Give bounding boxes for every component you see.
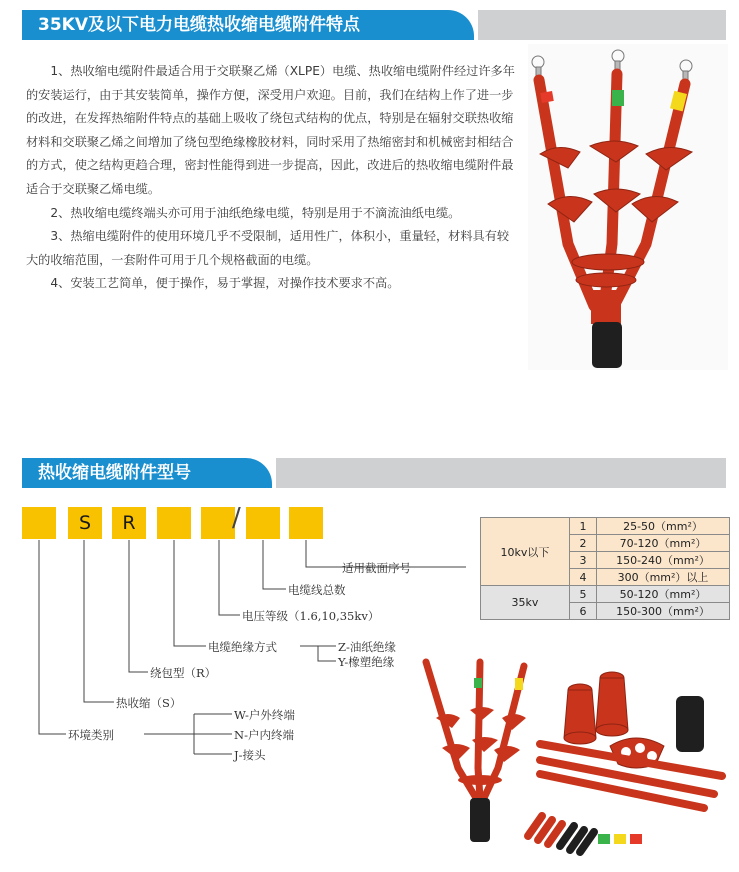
table-cell-range: 150-300（mm²） bbox=[597, 603, 730, 620]
table-group-label: 10kv以下 bbox=[481, 518, 570, 586]
table-cell-no: 6 bbox=[570, 603, 597, 620]
table-cell-no: 5 bbox=[570, 586, 597, 603]
table-cell-range: 25-50（mm²） bbox=[597, 518, 730, 535]
label-core-count: 电缆线总数 bbox=[288, 583, 346, 597]
label-heat-shrink: 热收缩（S） bbox=[116, 696, 182, 710]
label-insulation-y: Y-橡塑绝缘 bbox=[338, 655, 395, 669]
label-environment: 环境类别 bbox=[68, 728, 114, 742]
table-cell-no: 2 bbox=[570, 535, 597, 552]
label-env-j: J-接头 bbox=[234, 748, 266, 762]
section-title-features: 35KV及以下电力电缆热收缩电缆附件特点 bbox=[22, 10, 474, 40]
code-slash: / bbox=[232, 503, 241, 533]
table-row bbox=[481, 586, 730, 603]
feature-paragraph-1: 1、热收缩电缆附件最适合用于交联聚乙烯（XLPE）电缆、热收缩电缆附件经过许多年的安装运行，由于其安装简单，操作方便，深受用户欢迎。目前，我们在结构上作了进一步的改进，在发挥热缩附件特点的基础上吸收了绕包式结构的优点，特别是在辐射交联热收缩材料和交联聚乙烯之间增加了绕包型绝缘橡胶材料，同时采用了热缩密封和机械密封相结合的方式，使之结构更趋合理，密封性能得到进一步提高，因此，改进后的热收缩电缆附件最适合于交联聚乙烯电缆。 bbox=[26, 64, 515, 196]
feature-paragraph-4: 4、安装工艺简单，便于操作，易于掌握，对操作技术要求不高。 bbox=[50, 276, 400, 291]
table-group-label: 35kv bbox=[481, 586, 570, 620]
section-title-models: 热收缩电缆附件型号 bbox=[22, 458, 272, 488]
table-row bbox=[481, 518, 730, 535]
table-cell-no: 4 bbox=[570, 569, 597, 586]
code-box-wrap: R bbox=[112, 507, 146, 539]
cross-section-table bbox=[480, 517, 730, 620]
table-cell-range: 300（mm²）以上 bbox=[597, 569, 730, 586]
label-env-n: N-户内终端 bbox=[234, 728, 294, 742]
table-cell-range: 150-240（mm²） bbox=[597, 552, 730, 569]
code-box-heat-shrink: S bbox=[68, 507, 102, 539]
product-photo-kit bbox=[414, 648, 734, 864]
table-cell-no: 3 bbox=[570, 552, 597, 569]
feature-paragraph-3: 3、热缩电缆附件的使用环境几乎不受限制，适用性广，体积小，重量轻，材料具有较大的收缩范围，一套附件可用于几个规格截面的电缆。 bbox=[26, 229, 510, 267]
label-insulation: 电缆绝缘方式 bbox=[208, 640, 277, 654]
label-insulation-z: Z-油纸绝缘 bbox=[338, 640, 396, 654]
table-cell-range: 70-120（mm²） bbox=[597, 535, 730, 552]
label-section-no: 适用截面序号 bbox=[342, 561, 411, 575]
label-env-w: W-户外终端 bbox=[234, 708, 295, 722]
label-wrap: 绕包型（R） bbox=[150, 666, 217, 680]
table-cell-range: 50-120（mm²） bbox=[597, 586, 730, 603]
feature-paragraph-2: 2、热收缩电缆终端头亦可用于油纸绝缘电缆，特别是用于不滴流油纸电缆。 bbox=[50, 205, 461, 220]
label-voltage: 电压等级（1.6,10,35kv） bbox=[242, 609, 380, 623]
table-cell-no: 1 bbox=[570, 518, 597, 535]
